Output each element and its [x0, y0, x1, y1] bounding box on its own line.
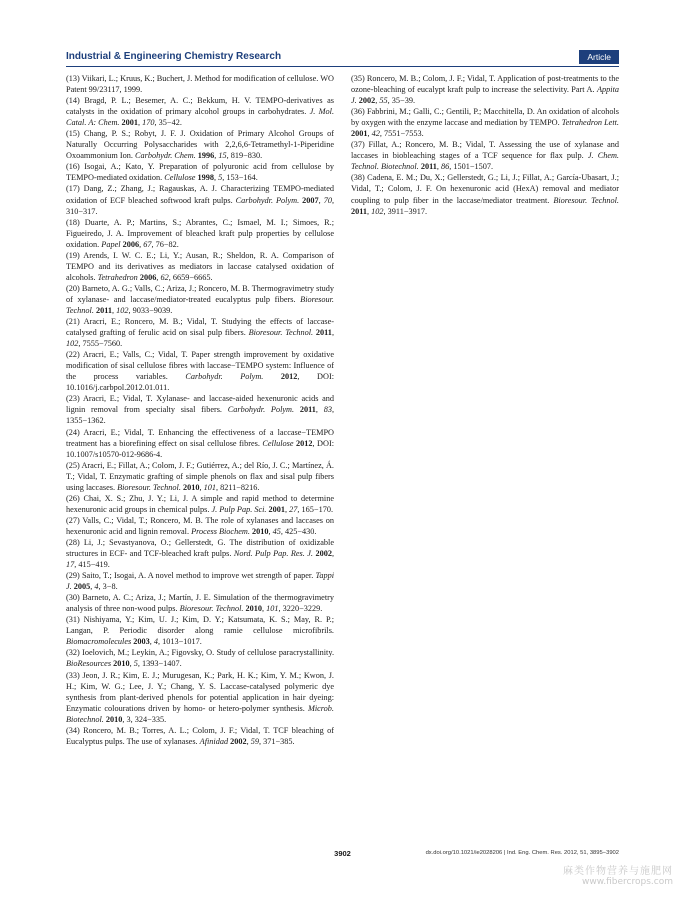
- reference-year: 2010: [245, 604, 263, 614]
- reference-journal: Afinidad: [199, 736, 229, 746]
- reference-text: ,: [367, 206, 372, 216]
- reference-year: 2011: [299, 405, 316, 415]
- reference-number: (29): [66, 571, 82, 581]
- reference-journal: 4: [153, 637, 159, 647]
- reference-journal: J. Chem. Technol. Biotechnol.: [351, 151, 619, 172]
- reference-number: (36): [351, 107, 367, 117]
- reference-entry: [351, 106, 619, 139]
- reference-text: ,: [156, 272, 161, 282]
- reference-text: Roncero, M. B.; Torres, A. L.; Colom, J. F.; Vidal, T. TCF bleaching of Eucalyptus pulps. The use of xylanases.: [66, 725, 334, 746]
- reference-text: Aracri, E.; Vidal, T. Xylanase- and laccase-aided hexenuronic acids and lignin removal from specialty sisal fibers.: [66, 394, 335, 415]
- reference-text: ,: [214, 173, 219, 183]
- reference-text: Ioelovich, M.; Leykin, A.; Figovsky, O. Study of cellulose paracrystallinity.: [82, 648, 335, 658]
- reference-text: , 3220−3229.: [278, 604, 323, 614]
- reference-text: Cadena, E. M.; Du, X.; Gellerstedt, G.; Li, J.; Fillat, A.; García-Ubasart, J.; Vidal, T.; Colom, J. F. On hexenuronic acid (HexA) removal and mediator coupling to pulp fiber in the laccase/mediator treatment.: [351, 173, 619, 205]
- reference-text: , 165−170.: [297, 504, 334, 514]
- reference-journal: BioResources: [66, 659, 112, 669]
- header-rule: [66, 66, 619, 67]
- reference-year: 2010: [182, 482, 200, 492]
- reference-journal: Carbohydr. Polym.: [185, 372, 264, 382]
- reference-year: 2007: [302, 195, 319, 205]
- reference-journal: 86: [440, 162, 450, 172]
- reference-journal: Cellulose: [262, 438, 294, 448]
- reference-text: ,: [199, 482, 204, 492]
- reference-journal: 27: [289, 504, 298, 514]
- reference-entry: [351, 139, 619, 172]
- reference-journal: Carbohydr. Polym.: [235, 195, 300, 205]
- reference-journal: 102: [371, 206, 384, 216]
- reference-journal: Bioresour. Technol.: [117, 482, 181, 492]
- reference-text: ,: [315, 405, 324, 415]
- reference-journal: 101: [266, 604, 279, 614]
- reference-journal: 45: [272, 526, 281, 536]
- reference-year: 2002: [315, 549, 332, 559]
- reference-journal: 67: [143, 239, 152, 249]
- reference-number: (14): [66, 96, 85, 106]
- site-watermark: [563, 866, 673, 888]
- reference-year: 2006: [139, 272, 157, 282]
- reference-journal: Bioresour. Technol.: [553, 195, 619, 205]
- reference-journal: J. Pulp Pap. Sci.: [211, 504, 267, 514]
- reference-number: (22): [66, 350, 83, 360]
- reference-text: Aracri, E.; Vidal, T. Enhancing the effectiveness of a laccase−TEMPO treatment has a biorefining effect on sisal cellulose fibres.: [66, 427, 335, 448]
- reference-number: (32): [66, 648, 83, 658]
- reference-text: Valls, C.; Vidal, T.; Roncero, M. B. The role of xylanases and laccases on hexenuronic acid and lignin removal.: [66, 515, 334, 536]
- reference-text: Aracri, E.; Roncero, M. B.; Vidal, T. Studying the effects of laccase-catalysed grafting of ferulic acid on sisal pulp fibers.: [66, 317, 334, 338]
- doi-citation: dx.doi.org/10.1021/ie2028206 | Ind. Eng. Chem. Res. 2012, 51, 3895−3902: [425, 850, 619, 856]
- reference-text: Bragd, P. L.; Besemer, A. C.; Bekkum, H. V. TEMPO-derivatives as catalysts in the oxidation of primary alcohol groups in carbohydrates.: [66, 96, 334, 117]
- reference-journal: Tetrahedron: [97, 272, 138, 282]
- reference-text: ,: [268, 526, 273, 536]
- reference-journal: Appita J.: [351, 85, 619, 106]
- reference-number: (20): [66, 283, 82, 293]
- reference-number: (16): [66, 162, 85, 172]
- reference-journal: 102: [66, 339, 79, 349]
- reference-journal: 4: [94, 582, 99, 592]
- reference-journal: Microb. Biotechnol.: [66, 703, 334, 724]
- reference-entry: [66, 592, 334, 614]
- reference-text: ,: [90, 582, 95, 592]
- reference-journal: Process Biochem.: [191, 526, 250, 536]
- reference-year: 2002: [358, 96, 376, 106]
- reference-year: 1996: [197, 151, 215, 161]
- reference-text: , 76−82.: [151, 239, 179, 249]
- reference-text: , 819−830.: [226, 151, 263, 161]
- reference-number: (13): [66, 74, 82, 83]
- reference-text: ,: [262, 604, 267, 614]
- reference-entry: [66, 349, 334, 393]
- reference-year: 1998: [197, 173, 215, 183]
- reference-journal: 5: [218, 173, 223, 183]
- watermark-line-1: 麻类作物营养与施肥网: [563, 866, 673, 877]
- reference-text: Barneto, A. C.; Ariza, J.; Martín, J. E. Simulation of the thermogravimetry analysis of three non-wood pulps.: [66, 593, 334, 614]
- reference-number: (24): [66, 427, 84, 437]
- article-type-badge: Article: [579, 50, 619, 64]
- reference-text: , DOI: 10.1007/s10570-012-9686-4.: [66, 438, 334, 459]
- reference-text: Saito, T.; Isogai, A. A novel method to improve wet strength of paper.: [81, 571, 316, 581]
- reference-text: Isogai, A.; Kato, Y. Preparation of polyuronic acid from cellulose by TEMPO-mediated oxidation.: [66, 162, 335, 183]
- reference-text: ,: [375, 96, 380, 106]
- reference-text: , 7555−7560.: [78, 339, 123, 349]
- reference-year: 2011: [315, 328, 332, 338]
- reference-journal: Tappi J.: [66, 571, 334, 592]
- reference-number: (28): [66, 537, 84, 547]
- reference-entry: [66, 570, 334, 592]
- reference-text: Roncero, M. B.; Colom, J. F.; Vidal, T. Application of post-treatments to the ozone-bleaching of eucalypt kraft pulp to increase the selectivity. Part A.: [351, 74, 619, 95]
- reference-number: (35): [351, 74, 367, 83]
- reference-text: ,: [331, 328, 334, 338]
- reference-text: ,: [367, 129, 372, 139]
- reference-year: 2001: [121, 118, 139, 128]
- reference-journal: 42: [371, 129, 380, 139]
- reference-text: , 425−430.: [280, 526, 317, 536]
- reference-text: Chang, P. S.; Robyt, J. F. J. Oxidation of Primary Alcohol Groups of Naturally Occurring Polysaccharides with 2,2,6,6-Tetramethyl-1-Piperidine Oxoammonium Ion.: [66, 129, 334, 161]
- reference-entry: [351, 172, 619, 216]
- reference-journal: 17: [66, 560, 75, 570]
- reference-number: (34): [66, 725, 84, 735]
- reference-text: , 1501−1507.: [449, 162, 494, 172]
- reference-year: 2001: [351, 129, 368, 139]
- reference-year: 2012: [296, 438, 313, 448]
- reference-year: 2012: [280, 372, 298, 382]
- reference-year: 2001: [268, 504, 286, 514]
- reference-text: , 9033−9039.: [128, 305, 173, 315]
- reference-number: (27): [66, 515, 83, 525]
- reference-text: Nishiyama, Y.; Kim, U. J.; Kim, D. Y.; Katsumata, K. S.; May, R. P.; Langan, P. Periodic disorder along ramie cellulose microfibrils.: [66, 615, 334, 636]
- reference-text: , 7551−7553.: [379, 129, 424, 139]
- reference-text: Li, J.; Sevastyanova, O.; Gellerstedt, G. The distribution of oxidizable structures in ECF- and TCF-bleached kraft pulps.: [66, 537, 335, 559]
- reference-text: ,: [214, 151, 219, 161]
- reference-journal: Tetrahedron Lett.: [561, 118, 619, 128]
- reference-journal: 59: [250, 736, 260, 746]
- reference-text: , 3911−3917.: [383, 206, 428, 216]
- reference-text: , 1355−1362.: [66, 405, 335, 426]
- reference-text: ,: [318, 195, 324, 205]
- reference-text: , 1013−1017.: [158, 637, 202, 647]
- reference-number: (15): [66, 129, 84, 139]
- reference-text: , 310−317.: [66, 195, 335, 216]
- reference-text: Chai, X. S.; Zhu, J. Y.; Li, J. A simple and rapid method to determine hexenuronic acid groups in chemical pulps.: [66, 493, 334, 514]
- reference-journal: J. Mol. Catal. A: Chem.: [66, 107, 335, 128]
- reference-year: 2011: [95, 305, 112, 315]
- references-right-column: [351, 73, 619, 217]
- reference-entry: [66, 250, 334, 283]
- reference-journal: Bioresour. Technol.: [66, 294, 334, 315]
- reference-year: 2005: [73, 582, 91, 592]
- reference-number: (25): [66, 460, 82, 470]
- reference-number: (30): [66, 593, 83, 603]
- reference-text: ,: [139, 239, 144, 249]
- reference-year: 2010: [113, 659, 130, 669]
- reference-text: Jeon, J. R.; Kim, E. J.; Murugesan, K.; Park, H. K.; Kim, Y. M.; Kwon, J. H.; Kim, W. G.; Lee, J. Y.; Chang, Y. S. Laccase-catalysed polymeric dye synthesis from plant-derived phenols for potential application in hair dyeing: Enzymatic colourations driven by homo- or hetero-polymer synthesis.: [66, 670, 334, 713]
- reference-text: Barneto, A. G.; Valls, C.; Ariza, J.; Roncero, M. B. Thermogravimetry study of xylanase- and laccase/mediator-treated eucalyptus pulp fibers.: [66, 283, 334, 304]
- reference-entry: [66, 95, 334, 128]
- reference-entry: [66, 73, 334, 95]
- reference-text: , 35−39.: [387, 96, 416, 106]
- reference-year: 2006: [122, 239, 140, 249]
- reference-journal: 62: [160, 272, 169, 282]
- reference-journal: Cellulose: [164, 173, 196, 183]
- reference-text: Duarte, A. P.; Martins, S.; Abrantes, C.; Ismael, M. I.; Simoes, R.; Figueiredo, J. A. Improvement of bleached kraft pulp properties by cellulose oxidation.: [66, 217, 334, 249]
- reference-entry: [66, 493, 334, 515]
- reference-entry: [66, 183, 334, 216]
- reference-number: (33): [66, 670, 83, 680]
- reference-text: , DOI: 10.1016/j.carbpol.2012.01.011.: [66, 372, 334, 393]
- reference-entry: [66, 647, 334, 669]
- reference-year: 2010: [251, 526, 269, 536]
- reference-entry: [66, 537, 334, 570]
- reference-year: 2010: [105, 714, 123, 724]
- reference-number: (26): [66, 493, 84, 503]
- reference-entry: [66, 217, 334, 250]
- reference-text: Dang, Z.; Zhang, J.; Ragauskas, A. J. Characterizing TEMPO-mediated oxidation of ECF bleached softwood kraft pulps.: [66, 184, 334, 205]
- reference-year: 2002: [230, 736, 247, 746]
- reference-text: , 6659−6665.: [168, 272, 213, 282]
- reference-text: , 8211−8216.: [215, 482, 260, 492]
- reference-text: , 1393−1407.: [137, 659, 182, 669]
- reference-entry: [66, 670, 334, 725]
- reference-text: , 415−419.: [74, 560, 110, 570]
- reference-text: [263, 372, 281, 381]
- reference-number: (18): [66, 217, 85, 227]
- reference-journal: 102: [116, 305, 129, 315]
- reference-text: , 371−385.: [259, 736, 295, 746]
- reference-year: 2011: [420, 162, 437, 172]
- watermark-line-2: www.fibercrops.com: [582, 877, 673, 887]
- reference-journal: 55: [379, 96, 388, 106]
- reference-entry: [66, 128, 334, 161]
- reference-number: (37): [351, 140, 369, 150]
- reference-journal: Biomacromolecules: [66, 637, 132, 647]
- reference-journal: Nord. Pulp Pap. Res. J.: [233, 549, 313, 559]
- reference-journal: 101: [203, 482, 216, 492]
- reference-entry: [66, 393, 334, 426]
- reference-text: Fillat, A.; Roncero, M. B.; Vidal, T. Assessing the use of xylanase and laccases in biobleaching stages of a TCF sequence for flax pulp.: [351, 140, 620, 161]
- reference-entry: [66, 316, 334, 349]
- reference-journal: Papel: [101, 239, 121, 249]
- reference-number: (19): [66, 250, 84, 260]
- reference-entry: [351, 73, 619, 106]
- reference-text: Arends, I. W. C. E.; Li, Y.; Ausan, R.; Sheldon, R. A. Comparison of TEMPO and its derivatives as mediators in laccase catalysed oxidation of alcohols.: [66, 250, 334, 282]
- reference-text: ,: [129, 659, 134, 669]
- reference-journal: Carbohydr. Polym.: [227, 405, 295, 415]
- reference-text: ,: [138, 118, 143, 128]
- reference-entry: [66, 427, 334, 460]
- reference-entry: [66, 515, 334, 537]
- reference-number: (23): [66, 394, 83, 404]
- reference-journal: 5: [133, 659, 138, 669]
- reference-journal: Bioresour. Technol.: [179, 604, 244, 614]
- reference-entry: [66, 283, 334, 316]
- reference-text: Viikari, L.; Kruus, K.; Buchert, J. Method for modification of cellulose. WO Patent 99/23117, 1999.: [66, 74, 334, 95]
- reference-entry: [66, 725, 334, 747]
- page-header: [66, 50, 619, 66]
- reference-text: , 35−42.: [154, 118, 182, 128]
- reference-text: ,: [246, 736, 251, 746]
- reference-text: ,: [149, 637, 154, 647]
- reference-journal: 15: [218, 151, 227, 161]
- reference-number: (21): [66, 317, 84, 327]
- reference-text: Fabbrini, M.; Galli, C.; Gentili, P.; Macchitella, D. An oxidation of alcohols by oxygen with the enzyme laccase and mediation by TEMPO.: [351, 107, 619, 128]
- reference-text: ,: [112, 305, 117, 315]
- references-left-column: [66, 73, 334, 747]
- reference-number: (17): [66, 184, 84, 194]
- reference-text: , 3−8.: [98, 582, 118, 592]
- reference-journal: Carbohydr. Chem.: [134, 151, 196, 161]
- journal-title: Industrial & Engineering Chemistry Research: [66, 51, 282, 62]
- reference-text: ,: [436, 162, 441, 172]
- reference-text: , 153−164.: [222, 173, 258, 183]
- reference-number: (38): [351, 173, 368, 183]
- reference-journal: 83: [323, 405, 332, 415]
- page-number: 3902: [334, 849, 351, 858]
- reference-number: (31): [66, 615, 84, 625]
- reference-text: ,: [285, 504, 290, 514]
- reference-journal: 70: [323, 195, 332, 205]
- reference-year: 2011: [351, 206, 368, 216]
- reference-text: Aracri, E.; Fillat, A.; Colom, J. F.; Gutiérrez, A.; del Río, J. C.; Martínez, Á. T.; Vidal, T. Enzymatic grafting of simple phenols on flax and sisal pulp fibers using laccases.: [66, 460, 334, 492]
- reference-entry: [66, 460, 334, 493]
- reference-journal: Bioresour. Technol.: [248, 328, 314, 338]
- reference-text: Aracri, E.; Valls, C.; Vidal, T. Paper strength improvement by oxidative modification of sisal cellulose fibres with laccase−TEMPO system: Influence of the process variables.: [66, 350, 334, 382]
- reference-entry: [66, 614, 334, 647]
- reference-year: 2003: [133, 637, 150, 647]
- reference-journal: 170: [142, 118, 155, 128]
- reference-text: , 3, 324−335.: [122, 714, 167, 724]
- reference-entry: [66, 161, 334, 183]
- reference-text: ,: [331, 549, 334, 559]
